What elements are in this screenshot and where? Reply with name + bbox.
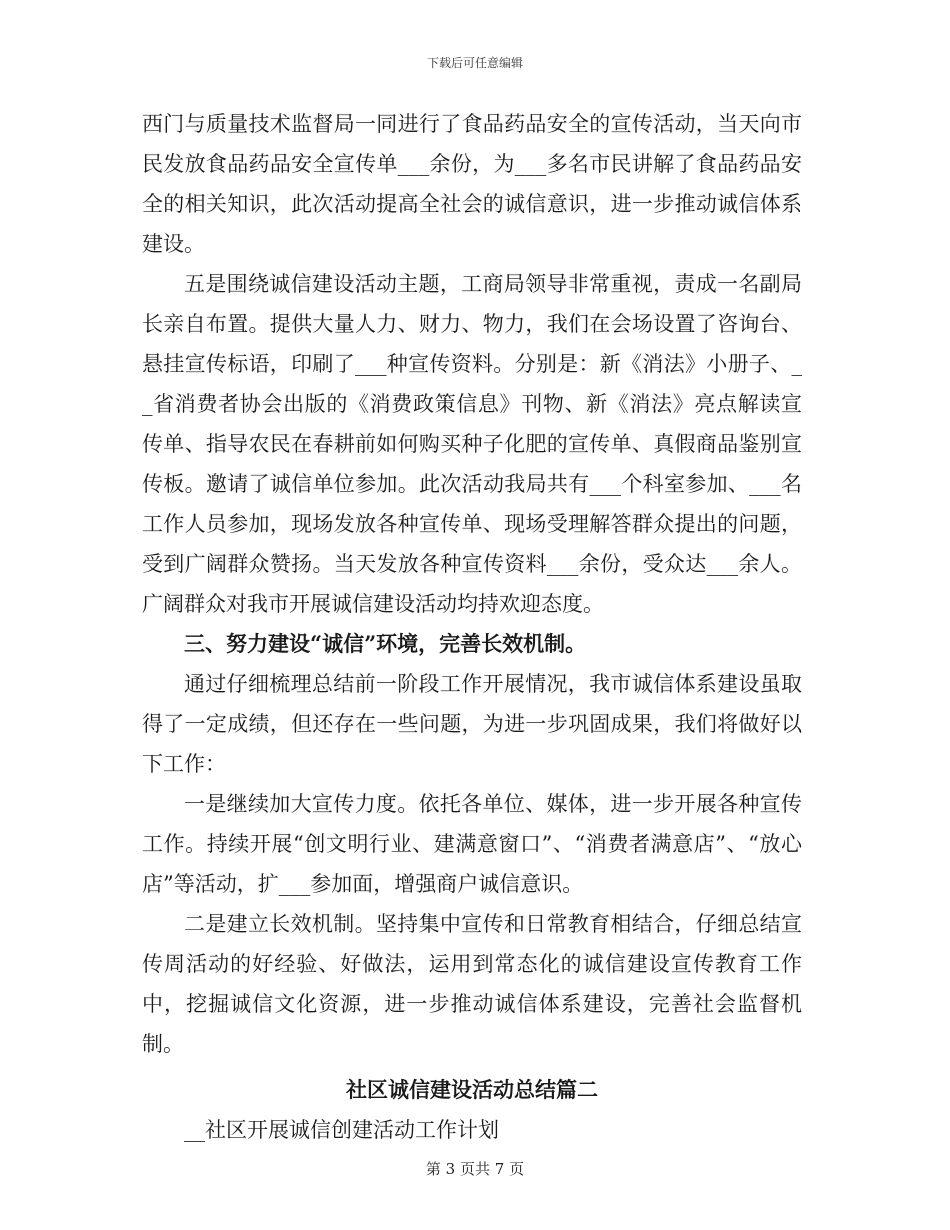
article-title-2: 社区诚信建设活动总结篇二 <box>346 1077 598 1102</box>
page-footer: 第 3 页共 7 页 <box>425 1160 525 1178</box>
document-body <box>142 104 802 1150</box>
paragraph-4: 一是继续加大宣传力度。依托各单位、媒体，进一步开展各种宣传工作。持续开展“创文明行业、建满意窗口”、“消费者满意店”、“放心店”等活动，扩___参加面，增强商户诚信意识。 <box>142 792 802 896</box>
paragraph-2: 五是围绕诚信建设活动主题，工商局领导非常重视，责成一名副局长亲自布置。提供大量人力、财力、物力，我们在会场设置了咨询台、悬挂宣传标语，印刷了___种宣传资料。分别是：新《消法》小册子、__省消费者协会出版的《消费政策信息》刊物、新《消法》亮点解读宣传单、指导农民在春耕前如何购买种子化肥的宣传单、真假商品鉴别宣传板。邀请了诚信单位参加。此次活动我局共有___个科室参加、___名工作人员参加，现场发放各种宣传单、现场受理解答群众提出的问题，受到广阔群众赞扬。当天发放各种宣传资料___余份，受众达___余人。广阔群众对我市开展诚信建设活动均持欢迎态度。 <box>142 272 802 616</box>
page-header: 下载后可任意编辑 <box>426 56 523 70</box>
paragraph-3: 通过仔细梳理总结前一阶段工作开展情况，我市诚信体系建设虽取得了一定成绩，但还存在一些问题，为进一步巩固成果，我们将做好以下工作： <box>142 672 802 776</box>
paragraph-1: 西门与质量技术监督局一同进行了食品药品安全的宣传活动，当天向市民发放食品药品安全宣传单___余份，为___多名市民讲解了食品药品安全的相关知识，此次活动提高全社会的诚信意识，进一步推动诚信体系建设。 <box>142 112 802 256</box>
paragraph-6: __社区开展诚信创建活动工作计划 <box>184 1118 499 1142</box>
paragraph-5: 二是建立长效机制。坚持集中宣传和日常教育相结合，仔细总结宣传周活动的好经验、好做法，运用到常态化的诚信建设宣传教育工作中，挖掘诚信文化资源，进一步推动诚信体系建设，完善社会监督机制。 <box>142 912 802 1056</box>
section-heading-3: 三、努力建设“诚信”环境，完善长效机制。 <box>184 631 587 656</box>
